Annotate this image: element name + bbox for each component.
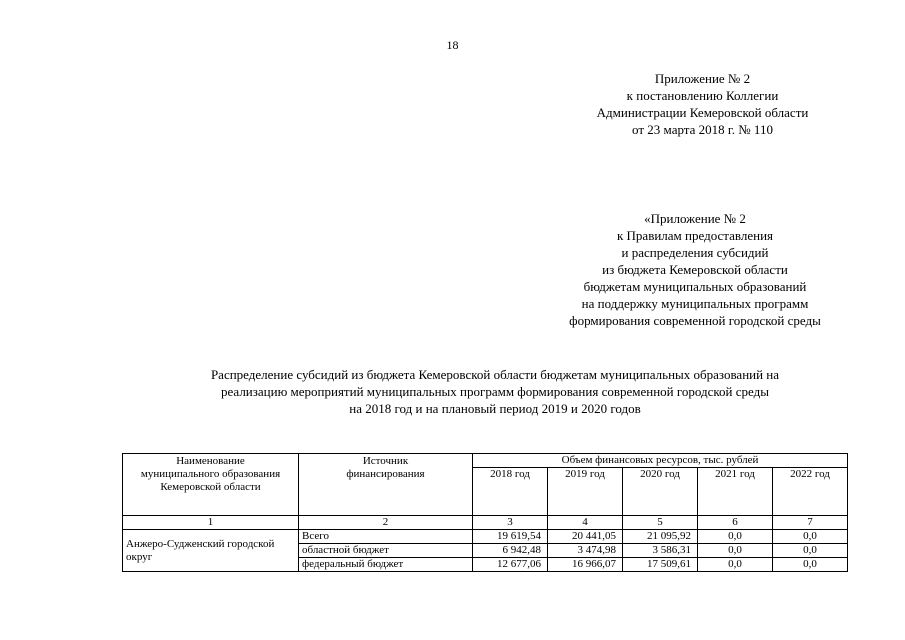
year-header: 2019 год	[548, 468, 623, 516]
value-cell: 20 441,05	[548, 530, 623, 544]
subsidy-table	[122, 453, 848, 572]
year-header: 2021 год	[698, 468, 773, 516]
appendix-header-line: Администрации Кемеровской области	[596, 105, 809, 120]
value-cell: 0,0	[773, 544, 848, 558]
page-number: 18	[446, 38, 459, 52]
column-number: 6	[698, 516, 773, 530]
appendix-rules-header	[540, 210, 850, 329]
value-cell: 17 509,61	[623, 558, 698, 572]
value-cell: 21 095,92	[623, 530, 698, 544]
table-header-row	[123, 454, 848, 468]
column-number: 3	[473, 516, 548, 530]
funding-source: Всего	[299, 530, 473, 544]
funding-source: федеральный бюджет	[299, 558, 473, 572]
appendix-rules-line: бюджетам муниципальных образований	[583, 279, 807, 294]
title-line: Распределение субсидий из бюджета Кемеровской области бюджетам муниципальных образований на	[210, 367, 780, 382]
column-number: 5	[623, 516, 698, 530]
column-number: 1	[123, 516, 299, 530]
appendix-rules-line: из бюджета Кемеровской области	[602, 262, 788, 277]
appendix-header-line: Приложение № 2	[654, 71, 751, 86]
value-cell: 3 586,31	[623, 544, 698, 558]
table-row	[123, 530, 848, 544]
funding-source: областной бюджет	[299, 544, 473, 558]
column-number: 2	[299, 516, 473, 530]
value-cell: 16 966,07	[548, 558, 623, 572]
header-volume: Объем финансовых ресурсов, тыс. рублей	[473, 454, 848, 468]
value-cell: 19 619,54	[473, 530, 548, 544]
column-number: 7	[773, 516, 848, 530]
value-cell: 6 942,48	[473, 544, 548, 558]
column-number: 4	[548, 516, 623, 530]
appendix-rules-line: формирования современной городской среды	[569, 313, 821, 328]
year-header: 2020 год	[623, 468, 698, 516]
appendix-rules-line: на поддержку муниципальных программ	[581, 296, 809, 311]
appendix-header-line: от 23 марта 2018 г. № 110	[632, 122, 773, 137]
appendix-header-line: к постановлению Коллегии	[626, 88, 779, 103]
document-title	[150, 366, 840, 417]
value-cell: 0,0	[698, 558, 773, 572]
municipality-name: Анжеро-Судженский городской округ	[123, 530, 299, 572]
header-source: Источник финансирования	[299, 454, 473, 516]
appendix-rules-line: к Правилам предоставления	[616, 228, 774, 243]
value-cell: 3 474,98	[548, 544, 623, 558]
title-line: реализацию мероприятий муниципальных программ формирования современной городской среды	[221, 384, 769, 399]
value-cell: 0,0	[773, 558, 848, 572]
appendix-header	[560, 70, 845, 138]
title-line: на 2018 год и на плановый период 2019 и 2020 годов	[349, 401, 641, 416]
appendix-rules-line: и распределения субсидий	[621, 245, 769, 260]
value-cell: 0,0	[698, 530, 773, 544]
value-cell: 0,0	[698, 544, 773, 558]
header-municipality: Наименование муниципального образования Кемеровской области	[123, 454, 299, 516]
column-number-row	[123, 516, 848, 530]
value-cell: 0,0	[773, 530, 848, 544]
value-cell: 12 677,06	[473, 558, 548, 572]
year-header: 2018 год	[473, 468, 548, 516]
appendix-rules-line: «Приложение № 2	[644, 211, 746, 226]
year-header: 2022 год	[773, 468, 848, 516]
